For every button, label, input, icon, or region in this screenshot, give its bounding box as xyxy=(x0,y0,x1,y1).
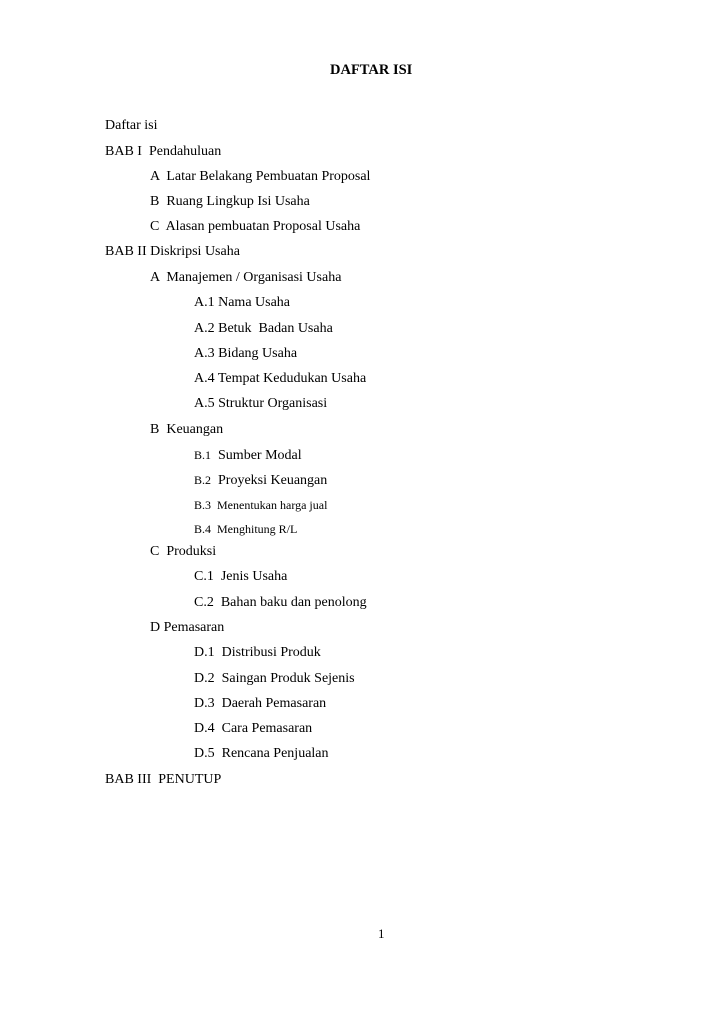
toc-entry-bab-1: BAB I Pendahuluan xyxy=(105,144,222,159)
toc-entry-label: Sumber Modal xyxy=(218,448,302,463)
toc-entry-d3: D.3 Daerah Pemasaran xyxy=(194,696,327,711)
toc-entry-code: B.4 xyxy=(194,522,212,536)
toc-entry-b2 xyxy=(194,471,327,490)
page-title: DAFTAR ISI xyxy=(330,62,413,78)
toc-entry-a2: A.2 Betuk Badan Usaha xyxy=(194,321,333,336)
toc-entry-c2: C.2 Bahan baku dan penolong xyxy=(194,595,367,610)
toc-entry-pemasaran: D Pemasaran xyxy=(150,620,225,635)
toc-entry-d5: D.5 Rencana Penjualan xyxy=(194,746,329,761)
toc-entry-a5: A.5 Struktur Organisasi xyxy=(194,396,328,411)
toc-entry-a4: A.4 Tempat Kedudukan Usaha xyxy=(194,371,367,386)
toc-entry-b4 xyxy=(194,520,297,538)
toc-entry-bab-2: BAB II Diskripsi Usaha xyxy=(105,244,240,259)
toc-entry-produksi: C Produksi xyxy=(150,544,217,559)
toc-entry-code: B.1 xyxy=(194,448,212,462)
toc-entry-b3 xyxy=(194,496,327,514)
toc-entry-a1: A.1 Nama Usaha xyxy=(194,295,291,310)
toc-entry-code: B.2 xyxy=(194,473,212,487)
toc-entry-latar-belakang: A Latar Belakang Pembuatan Proposal xyxy=(150,169,371,184)
toc-entry-b1 xyxy=(194,446,302,465)
toc-entry-alasan: C Alasan pembuatan Proposal Usaha xyxy=(150,219,361,234)
toc-entry-bab-3: BAB III PENUTUP xyxy=(105,772,222,787)
toc-entry-daftar-isi: Daftar isi xyxy=(105,118,158,133)
toc-entry-manajemen: A Manajemen / Organisasi Usaha xyxy=(150,270,342,285)
toc-entry-label: Menentukan harga jual xyxy=(217,498,328,512)
toc-entry-a3: A.3 Bidang Usaha xyxy=(194,346,298,361)
toc-entry-code: B.3 xyxy=(194,498,212,512)
toc-entry-d1: D.1 Distribusi Produk xyxy=(194,645,321,660)
toc-entry-c1: C.1 Jenis Usaha xyxy=(194,569,288,584)
toc-entry-d4: D.4 Cara Pemasaran xyxy=(194,721,313,736)
toc-entry-label: Menghitung R/L xyxy=(217,522,298,536)
toc-entry-ruang-lingkup: B Ruang Lingkup Isi Usaha xyxy=(150,194,310,209)
toc-entry-label: Proyeksi Keuangan xyxy=(218,473,328,488)
toc-entry-keuangan: B Keuangan xyxy=(150,422,224,437)
toc-entry-d2: D.2 Saingan Produk Sejenis xyxy=(194,671,355,686)
page-number: 1 xyxy=(378,926,385,941)
